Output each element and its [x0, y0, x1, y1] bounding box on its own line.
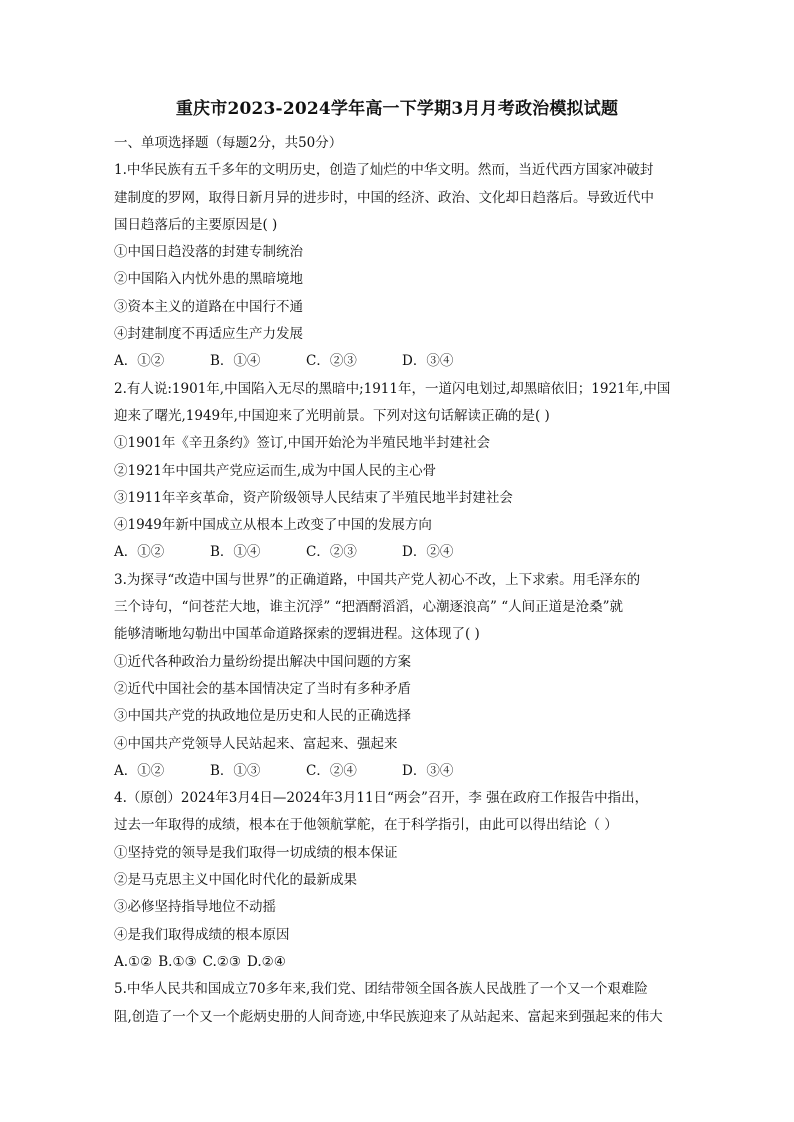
- choice-c: C．②④: [306, 762, 357, 779]
- choice-a: A．①②: [114, 762, 165, 779]
- option-line: ①坚持党的领导是我们取得一切成绩的根本保证: [114, 844, 398, 861]
- question-stem-line: 迎来了曙光,1949年,中国迎来了光明前景。下列对这句话解读正确的是( ): [114, 407, 550, 424]
- choice-d: D.②④: [247, 953, 286, 970]
- choice-d: D．②④: [402, 544, 454, 561]
- question-1: [114, 157, 684, 375]
- option-line: ①1901年《辛丑条约》签订,中国开始沦为半殖民地半封建社会: [114, 435, 491, 452]
- choice-a: A．①②: [114, 353, 165, 370]
- page-title: 重庆市2023-2024学年高一下学期3月月考政治模拟试题: [175, 99, 619, 119]
- choice-a: A．①②: [114, 544, 165, 561]
- choice-d: D．③④: [402, 353, 454, 370]
- option-line: ③资本主义的道路在中国行不通: [114, 298, 303, 315]
- option-line: ①近代各种政治力量纷纷提出解决中国问题的方案: [114, 653, 411, 670]
- question-stem-line: 三个诗句，“问苍茫大地，谁主沉浮” “把酒酹滔滔，心潮逐浪高” “人间正道是沧桑”就: [114, 599, 623, 616]
- question-5: [114, 976, 684, 1031]
- option-line: ②近代中国社会的基本国情决定了当时有多种矛盾: [114, 680, 411, 697]
- option-line: ④中国共产党领导人民站起来、富起来、强起来: [114, 735, 398, 752]
- exam-body: [114, 130, 684, 1031]
- option-line: ③1911年辛亥革命，资产阶级领导人民结束了半殖民地半封建社会: [114, 489, 513, 506]
- option-line: ④是我们取得成绩的根本原因: [114, 926, 290, 943]
- question-stem-line: 5.中华人民共和国成立70多年来,我们党、团结带领全国各族人民战胜了一个又一个艰难险: [114, 981, 648, 998]
- choice-b: B．①③: [210, 762, 261, 779]
- choice-c: C.②③: [202, 953, 242, 970]
- question-3: [114, 567, 684, 785]
- option-line: ④封建制度不再适应生产力发展: [114, 326, 303, 343]
- answer-choices: [114, 758, 684, 785]
- section-heading: 一、单项选择题（每题2分，共50分）: [114, 135, 343, 151]
- question-stem-line: 3.为探寻“改造中国与世界”的正确道路，中国共产党人初心不改，上下求索。用毛泽东的: [114, 571, 641, 588]
- question-stem-line: 2.有人说:1901年,中国陷入无尽的黑暗中;1911年，一道闪电划过,却黑暗依旧；1921年,中国: [114, 380, 671, 397]
- choice-b: B．①④: [210, 544, 261, 561]
- question-stem-line: 1.中华民族有五千多年的文明历史，创造了灿烂的中华文明。然而，当近代西方国家冲破封: [114, 162, 654, 179]
- option-line: ③必修坚持指导地位不动摇: [114, 899, 276, 916]
- question-stem-line: 过去一年取得的成绩，根本在于他领航掌舵，在于科学指引，由此可以得出结论（ ）: [114, 817, 618, 834]
- answer-choices: [114, 949, 684, 976]
- option-line: ①中国日趋没落的封建专制统治: [114, 244, 303, 261]
- question-2: [114, 376, 684, 567]
- option-line: ②是马克思主义中国化时代化的最新成果: [114, 872, 357, 889]
- choice-c: C．②③: [306, 353, 357, 370]
- choice-b: B.①③: [158, 953, 197, 970]
- question-stem-line: 建制度的罗网，取得日新月异的进步时，中国的经济、政治、文化却日趋落后。导致近代中: [114, 189, 654, 206]
- question-stem-line: 能够清晰地勾勒出中国革命道路探索的逻辑进程。这体现了( ): [114, 626, 480, 643]
- option-line: ②中国陷入内忧外患的黑暗境地: [114, 271, 303, 288]
- choice-c: C．②③: [306, 544, 357, 561]
- option-line: ④1949年新中国成立从根本上改变了中国的发展方向: [114, 517, 432, 534]
- choice-a: A.①②: [114, 953, 153, 970]
- choice-b: B．①④: [210, 353, 261, 370]
- question-4: [114, 785, 684, 976]
- question-stem-line: 4.（原创）2024年3月4日—2024年3月11日“两会”召开，李 强在政府工作报告中指出，: [114, 790, 649, 807]
- answer-choices: [114, 539, 684, 566]
- answer-choices: [114, 348, 684, 375]
- option-line: ②1921年中国共产党应运而生,成为中国人民的主心骨: [114, 462, 437, 479]
- question-stem-line: 国日趋落后的主要原因是( ): [114, 216, 278, 233]
- question-stem-line: 阻,创造了一个又一个彪炳史册的人间奇迹,中华民族迎来了从站起来、富起来到强起来的伟大: [114, 1008, 663, 1025]
- choice-d: D．③④: [402, 762, 454, 779]
- option-line: ③中国共产党的执政地位是历史和人民的正确选择: [114, 708, 411, 725]
